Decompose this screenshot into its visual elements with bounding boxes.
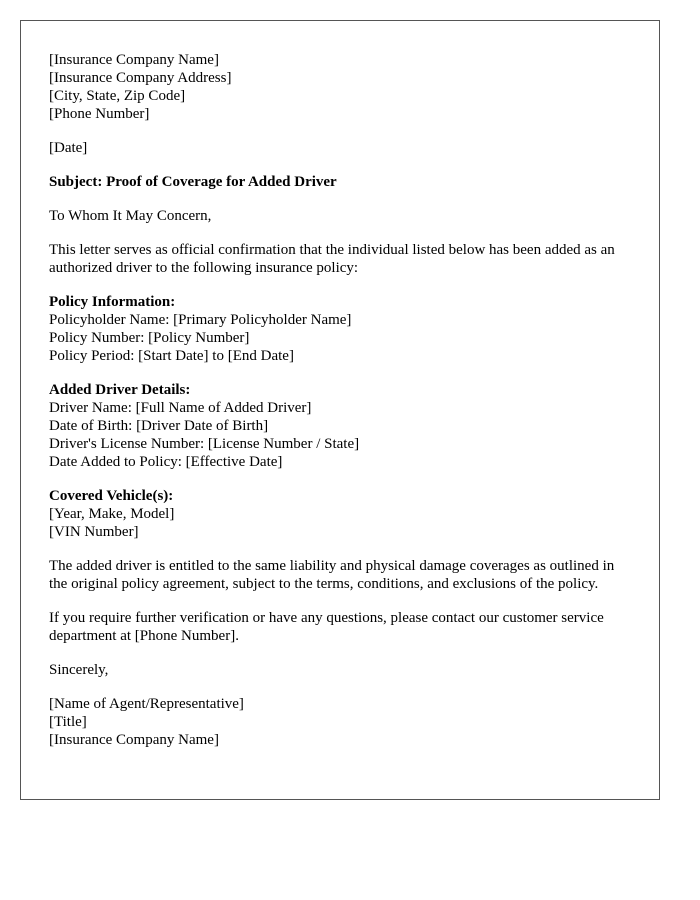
letter-document xyxy=(20,20,660,800)
signature-company: [Insurance Company Name] xyxy=(49,732,219,748)
subject-text: Subject: Proof of Coverage for Added Driver xyxy=(49,174,337,190)
vehicle-year-make-model: [Year, Make, Model] xyxy=(49,506,175,522)
sender-company-address: [Insurance Company Address] xyxy=(49,70,232,86)
policy-information-heading: Policy Information: xyxy=(49,294,176,310)
signature-title: [Title] xyxy=(49,714,87,730)
salutation xyxy=(49,207,631,225)
policy-period: Policy Period: [Start Date] to [End Date] xyxy=(49,348,294,364)
coverage-paragraph: The added driver is entitled to the same liability and physical damage coverages as outlined in the original policy agreement, subject to the terms, conditions, and exclusions of the policy. xyxy=(49,558,615,592)
covered-vehicles-section xyxy=(49,487,631,541)
policy-information-section xyxy=(49,293,631,365)
added-driver-section xyxy=(49,381,631,471)
signature-block xyxy=(49,695,631,749)
driver-name: Driver Name: [Full Name of Added Driver] xyxy=(49,400,312,416)
closing-text: Sincerely, xyxy=(49,662,109,678)
covered-vehicles-heading: Covered Vehicle(s): xyxy=(49,488,174,504)
salutation-text: To Whom It May Concern, xyxy=(49,208,212,224)
driver-dob: Date of Birth: [Driver Date of Birth] xyxy=(49,418,269,434)
sender-phone: [Phone Number] xyxy=(49,106,150,122)
driver-date-added: Date Added to Policy: [Effective Date] xyxy=(49,454,283,470)
intro-paragraph: This letter serves as official confirmation that the individual listed below has been added as an authorized driver to the following insurance policy: xyxy=(49,242,615,276)
vehicle-vin: [VIN Number] xyxy=(49,524,139,540)
sender-company-name: [Insurance Company Name] xyxy=(49,52,219,68)
policyholder-name: Policyholder Name: [Primary Policyholder Name] xyxy=(49,312,352,328)
contact-paragraph: If you require further verification or have any questions, please contact our customer service department at [Phone Number]. xyxy=(49,610,604,644)
sender-address-block xyxy=(49,51,631,123)
date-text: [Date] xyxy=(49,140,88,156)
closing xyxy=(49,661,631,679)
added-driver-heading: Added Driver Details: xyxy=(49,382,191,398)
sender-city-state-zip: [City, State, Zip Code] xyxy=(49,88,186,104)
subject-line xyxy=(49,173,631,191)
driver-license: Driver's License Number: [License Number / State] xyxy=(49,436,360,452)
policy-number: Policy Number: [Policy Number] xyxy=(49,330,250,346)
signature-name: [Name of Agent/Representative] xyxy=(49,696,244,712)
letter-date xyxy=(49,139,631,157)
